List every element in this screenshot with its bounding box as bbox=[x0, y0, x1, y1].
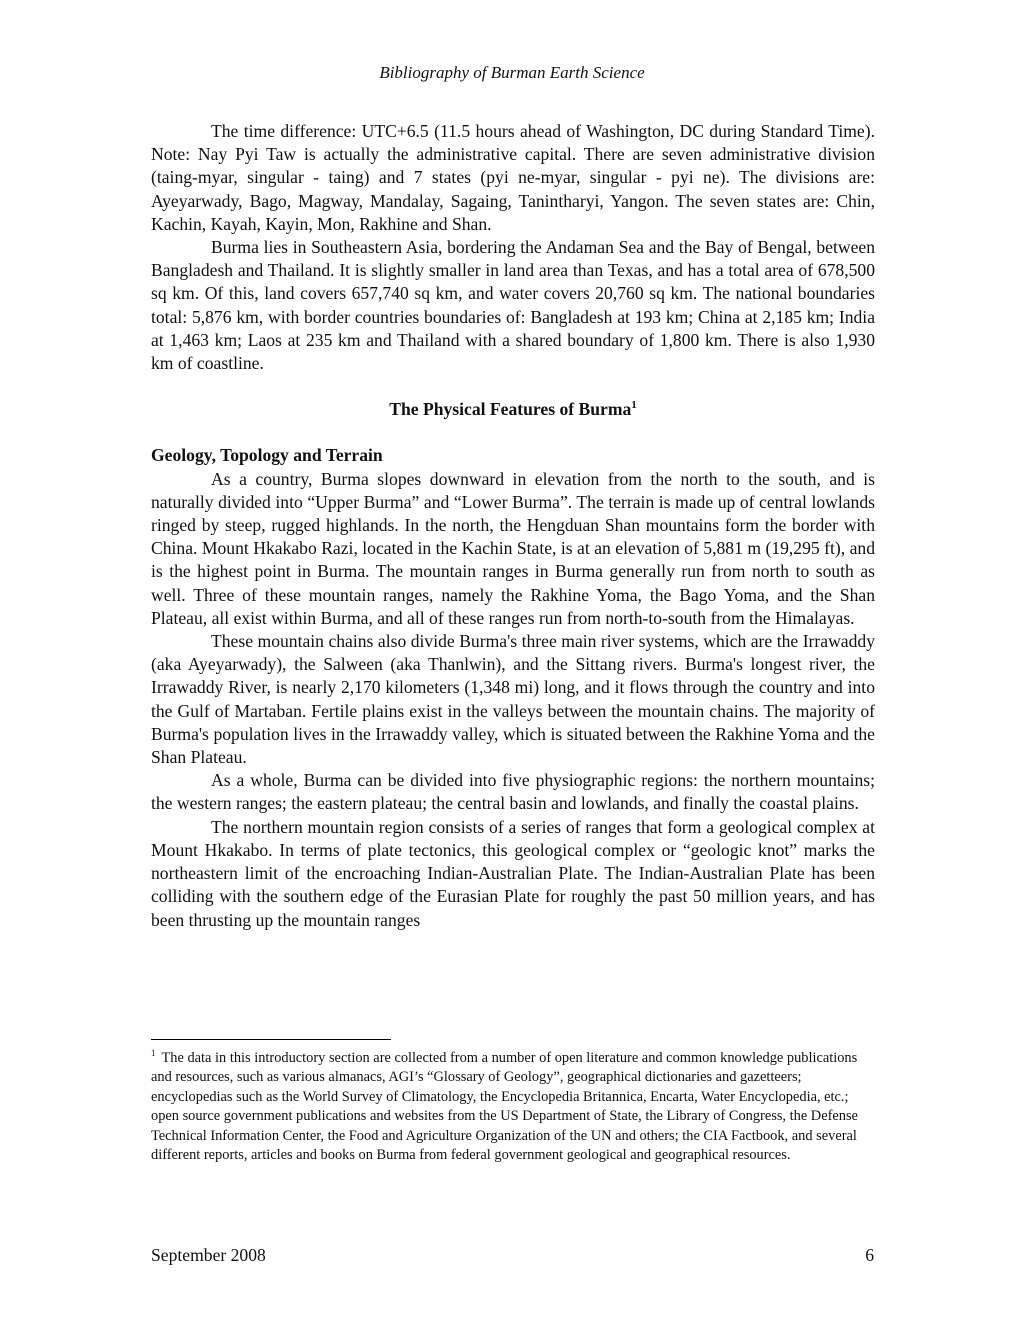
section-paragraph-1: As a country, Burma slopes downward in elevation from the north to the south, and is naturally divided into “Upper Burma” and “Lower Burma”. The terrain is made up of central lowlands ringed by steep, rugged highlands. In the north, the Hengduan Shan mountains form the border with China. Mount Hkakabo Razi, located in the Kachin State, is at an elevation of 5,881 m (19,295 ft), and is the highest point in Burma. The mountain ranges in Burma generally run from north to south as well. Three of these mountain ranges, namely the Rakhine Yoma, the Bago Yoma, and the Shan Plateau, all exist within Burma, and all of these ranges run from north-to-south from the Himalayas. bbox=[151, 468, 875, 628]
footnote-text: The data in this introductory section are collected from a number of open literature and common knowledge publications and resources, such as various almanacs, AGI’s “Glossary of Geology”, geographical dictionaries and gazetteers; encyclopedias such as the World Survey of Climatology, the Encyclopedia Britannica, Encarta, Water Encyclopedia, etc.; open source government publications and websites from the US Department of State, the Library of Congress, the Defense Technical Information Center, the Food and Agriculture Organization of the UN and others; the CIA Factbook, and several different reports, articles and books on Burma from federal government geological and geographical resources. bbox=[151, 1050, 858, 1164]
footer-date: September 2008 bbox=[151, 1245, 266, 1265]
footnote-marker: 1 bbox=[151, 1048, 156, 1059]
body-text bbox=[151, 120, 875, 932]
intro-paragraph-1: The time difference: UTC+6.5 (11.5 hours ahead of Washington, DC during Standard Time). Note: Nay Pyi Taw is actually the administrative capital. There are seven administrative division (taing-myar, singular - taing) and 7 states (pyi ne-myar, singular - pyi ne). The divisions are: Ayeyarwady, Bago, Magway, Mandalay, Sagaing, Tanintharyi, Yangon. The seven states are: Chin, Kachin, Kayah, Kayin, Mon, Rakhine and Shan. bbox=[151, 121, 875, 234]
running-header: Bibliography of Burman Earth Science bbox=[379, 63, 645, 82]
footnote-reference[interactable]: 1 bbox=[631, 399, 637, 412]
subheading: Geology, Topology and Terrain bbox=[151, 445, 383, 466]
section-title bbox=[151, 398, 875, 421]
footnote bbox=[151, 1049, 875, 1165]
section-paragraph-3: As a whole, Burma can be divided into five physiographic regions: the northern mountains; the western ranges; the eastern plateau; the central basin and lowlands, and finally the coastal plains. bbox=[151, 770, 875, 814]
section-title-text: The Physical Features of Burma bbox=[389, 399, 632, 420]
intro-paragraph-2: Burma lies in Southeastern Asia, bordering the Andaman Sea and the Bay of Bengal, between Bangladesh and Thailand. It is slightly smaller in land area than Texas, and has a total area of 678,500 sq km. Of this, land covers 657,740 sq km, and water covers 20,760 sq km. The national boundaries total: 5,876 km, with border countries boundaries of: Bangladesh at 193 km; China at 2,185 km; India at 1,463 km; Laos at 235 km and Thailand with a shared boundary of 1,800 km. There is also 1,930 km of coastline. bbox=[151, 237, 875, 374]
section-paragraph-2: These mountain chains also divide Burma's three main river systems, which are the Irrawaddy (aka Ayeyarwady), the Salween (aka Thanlwin), and the Sittang rivers. Burma's longest river, the Irrawaddy River, is nearly 2,170 kilometers (1,348 mi) long, and it flows through the country and into the Gulf of Martaban. Fertile plains exist in the valleys between the mountain chains. The majority of Burma's population lives in the Irrawaddy valley, which is situated between the Rakhine Yoma and the Shan Plateau. bbox=[151, 631, 875, 768]
footnote-divider bbox=[151, 1039, 391, 1040]
section-paragraph-4: The northern mountain region consists of a series of ranges that form a geological complex at Mount Hkakabo. In terms of plate tectonics, this geological complex or “geologic knot” marks the northeastern limit of the encroaching Indian-Australian Plate. The Indian-Australian Plate has been colliding with the southern edge of the Eurasian Plate for roughly the past 50 million years, and has been thrusting up the mountain ranges bbox=[151, 816, 875, 930]
page-number: 6 bbox=[865, 1245, 874, 1265]
